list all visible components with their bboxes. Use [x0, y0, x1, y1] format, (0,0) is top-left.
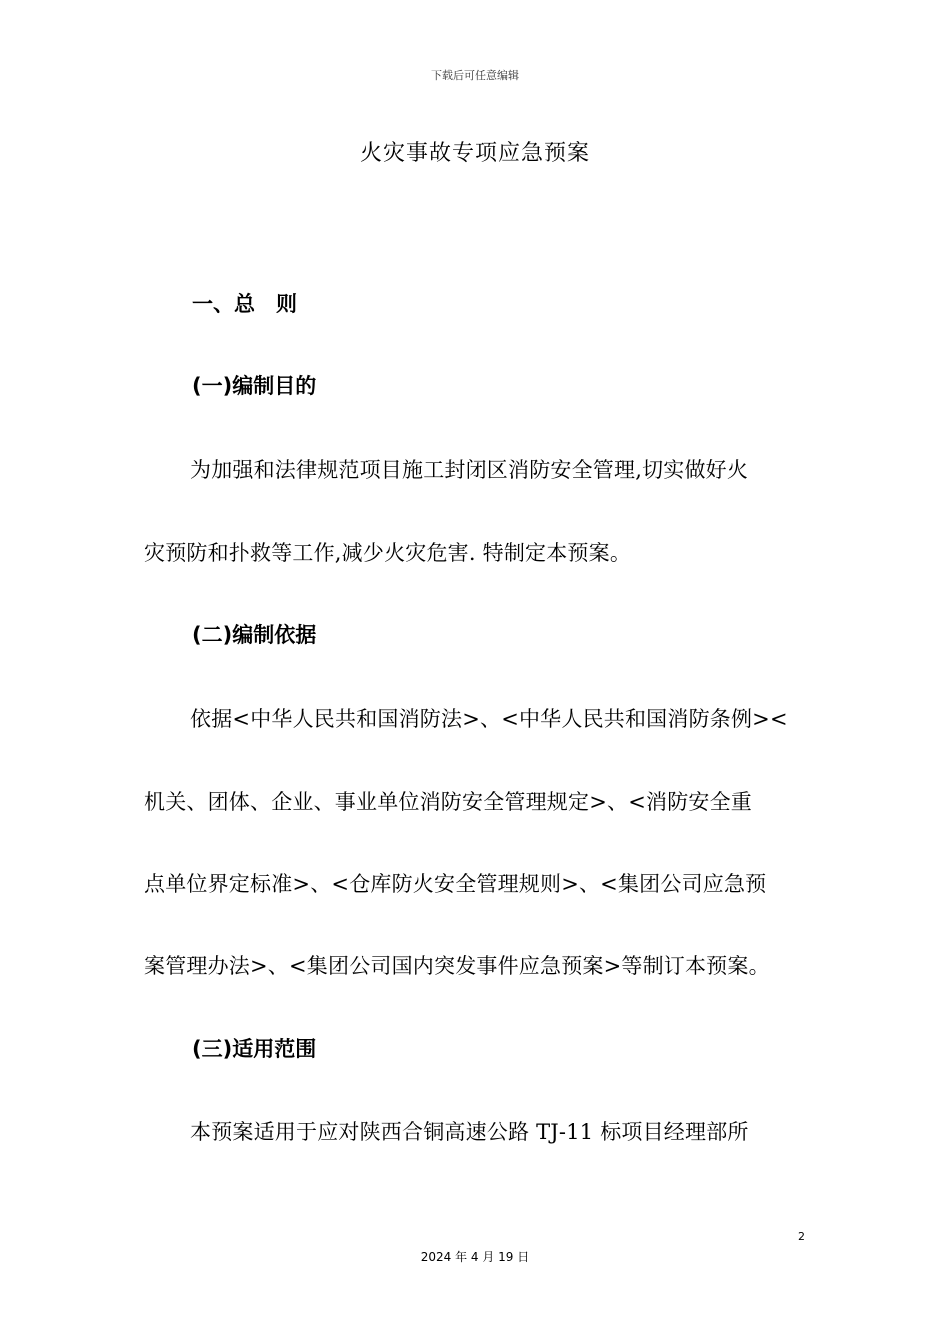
paragraph-line: 点单位界定标准>、<仓库防火安全管理规则>、<集团公司应急预 — [144, 872, 767, 896]
paragraph-line: 依据<中华人民共和国消防法>、<中华人民共和国消防条例>< — [190, 707, 788, 731]
subsection-heading-purpose: (一)编制目的 — [192, 374, 317, 398]
subsection-heading-basis: (二)编制依据 — [192, 623, 317, 647]
paragraph-line: 案管理办法>、<集团公司国内突发事件应急预案>等制订本预案。 — [144, 954, 770, 978]
document-title: 火灾事故专项应急预案 — [359, 141, 590, 166]
footer-date: 2024 年 4 月 19 日 — [420, 1250, 530, 1264]
subsection-heading-scope: (三)适用范围 — [192, 1037, 317, 1061]
paragraph-line: 为加强和法律规范项目施工封闭区消防安全管理,切实做好火 — [190, 458, 749, 482]
paragraph-line: 本预案适用于应对陕西合铜高速公路 TJ-11 标项目经理部所 — [190, 1120, 749, 1144]
paragraph-line: 机关、团体、企业、事业单位消防安全管理规定>、<消防安全重 — [144, 790, 752, 814]
paragraph-line: 灾预防和扑救等工作,减少火灾危害. 特制定本预案。 — [144, 541, 632, 565]
section-heading-general: 一、总 则 — [192, 292, 297, 316]
page-number: 2 — [798, 1230, 805, 1243]
header-note: 下载后可任意编辑 — [431, 69, 519, 82]
